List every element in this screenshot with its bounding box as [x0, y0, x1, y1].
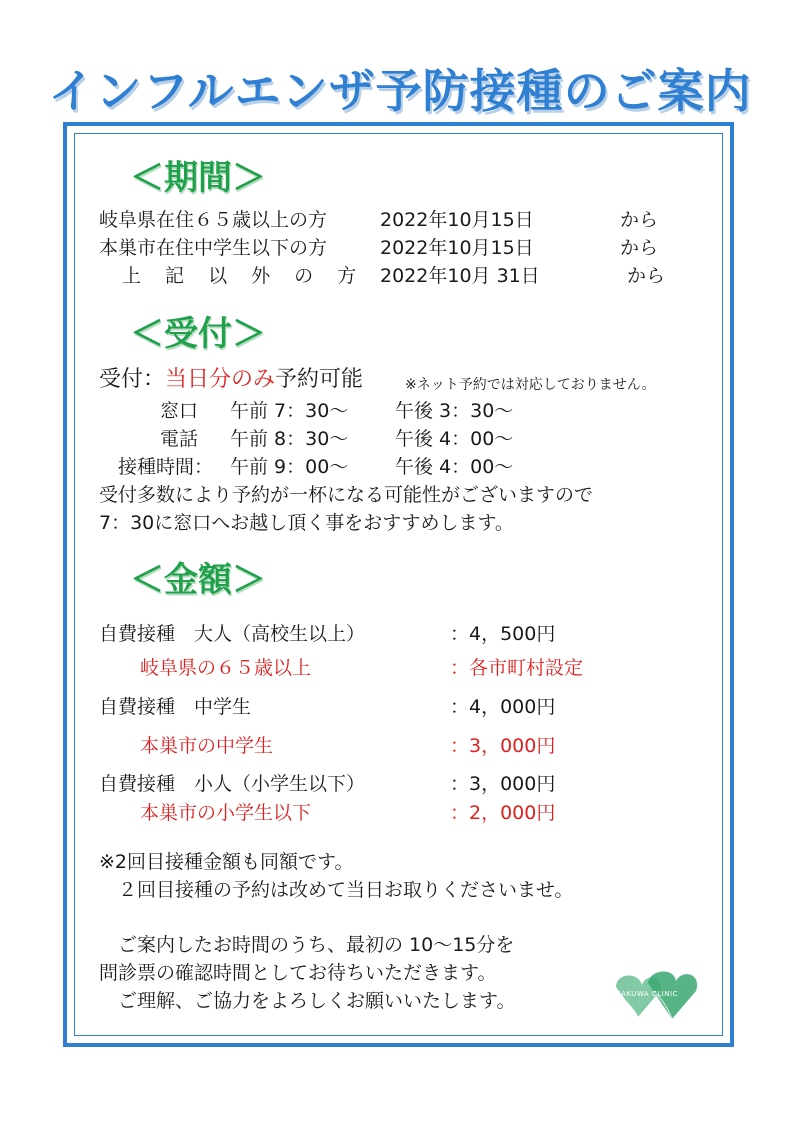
- price-value: ：2，000円: [450, 802, 556, 824]
- page-title: インフルエンザ予防接種のご案内: [48, 64, 752, 118]
- period-date: 2022年10月15日: [380, 209, 534, 231]
- reception-advice: 7：30に窓口へお越し頂く事をおすすめします。: [99, 512, 514, 534]
- hours-am: 午前 9：00～: [230, 456, 349, 478]
- period-date: 2022年10月15日: [380, 237, 534, 259]
- hours-pm: 午後 4：00～: [395, 428, 514, 450]
- reception-line: [99, 368, 363, 392]
- note-line: ご理解、ご協力をよろしくお願いいたします。: [118, 990, 516, 1012]
- price-label: 自費接種 小人（小学生以下）: [99, 773, 366, 795]
- price-label: 本巣市の中学生: [140, 735, 274, 757]
- price-value: ：4，000円: [450, 696, 556, 718]
- price-value: ：4，500円: [450, 623, 556, 645]
- period-heading: ＜期間＞: [130, 158, 266, 198]
- reception-suffix: 予約可能: [275, 367, 364, 392]
- price-label: 本巣市の小学生以下: [140, 802, 312, 824]
- price-value: ：3，000円: [450, 735, 556, 757]
- hours-am: 午前 8：30～: [230, 428, 349, 450]
- price-value: ：3，000円: [450, 773, 556, 795]
- logo-text: SAKUWA CLINIC: [616, 990, 678, 998]
- reception-note: ※ネット予約では対応しておりません。: [405, 377, 656, 393]
- note-line: ご案内したお時間のうち、最初の 10～15分を: [118, 934, 515, 956]
- period-who: 上 記 以 外 の 方: [122, 265, 366, 287]
- period-who: 本巣市在住中学生以下の方: [99, 237, 328, 259]
- hours-pm: 午後 4：00～: [395, 456, 514, 478]
- note-line: ※2回目接種金額も同額です。: [99, 851, 354, 873]
- period-from: から: [627, 265, 666, 287]
- hours-label: 窓口: [160, 400, 199, 422]
- period-from: から: [620, 209, 659, 231]
- period-who: 岐阜県在住６５歳以上の方: [99, 209, 328, 231]
- price-label: 自費接種 中学生: [99, 696, 252, 718]
- hours-pm: 午後 3：30～: [395, 400, 514, 422]
- price-label: 岐阜県の６５歳以上: [140, 657, 312, 679]
- period-row: [99, 208, 327, 232]
- reception-prefix: 受付：: [99, 367, 166, 392]
- reception-highlight: 当日分のみ: [165, 367, 276, 392]
- period-from: から: [620, 237, 659, 259]
- price-heading: ＜金額＞: [130, 560, 266, 600]
- reception-advice: 受付多数により予約が一杯になる可能性がございますので: [99, 484, 594, 506]
- price-value: ：各市町村設定: [450, 657, 584, 679]
- hours-label: 接種時間：: [118, 456, 214, 478]
- period-date: 2022年10月 31日: [380, 265, 540, 287]
- price-label: 自費接種 大人（高校生以上）: [99, 623, 366, 645]
- hours-label: 電話: [160, 428, 199, 450]
- reception-heading: ＜受付＞: [130, 314, 266, 354]
- hours-am: 午前 7：30～: [230, 400, 349, 422]
- note-line: ２回目接種の予約は改めて当日お取りくださいませ。: [118, 879, 574, 901]
- note-line: 問診票の確認時間としてお待ちいただきます。: [99, 962, 497, 984]
- clinic-logo: [608, 965, 704, 1025]
